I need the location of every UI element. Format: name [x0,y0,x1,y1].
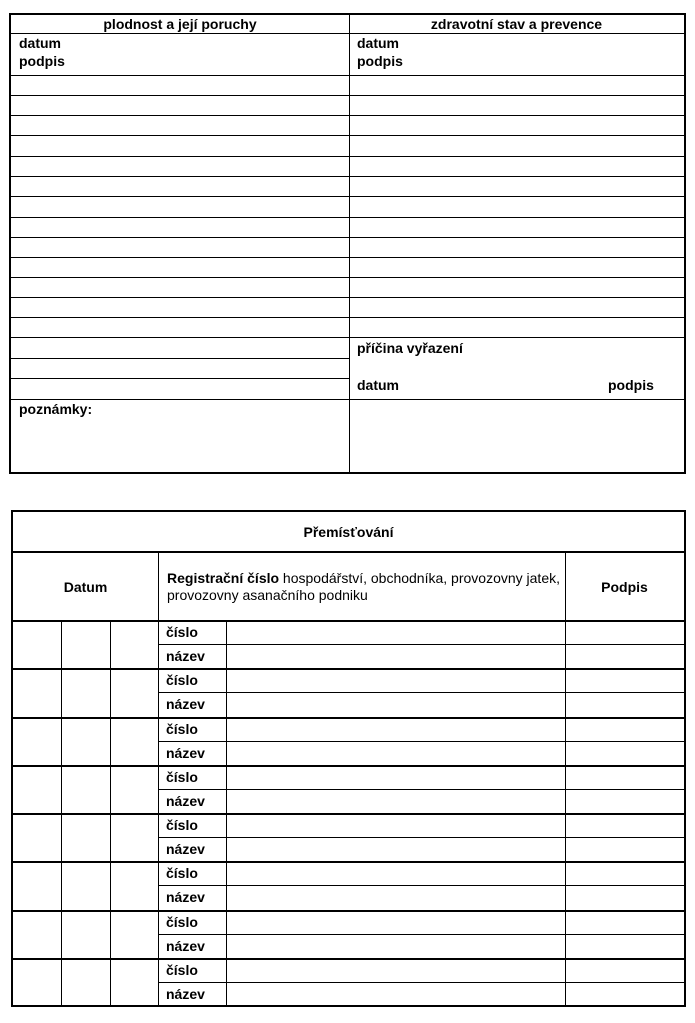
health-entry-line[interactable] [349,317,684,318]
fertility-entry-line[interactable] [11,257,349,258]
date-column-header: Datum [63,579,108,595]
registration-number-label: číslo [166,768,198,785]
registration-number-label: číslo [166,913,198,930]
row-mid-line [158,692,684,693]
fertility-entry-line[interactable] [11,156,349,157]
row-mid-line [158,934,684,935]
fertility-entry-line[interactable] [11,115,349,116]
registration-name-label: název [166,841,205,857]
fertility-entry-line[interactable] [11,95,349,96]
fertility-signature-label: podpis [19,53,65,69]
health-entry-line[interactable] [349,337,684,338]
health-entry-line[interactable] [349,277,684,278]
fertility-date-label: datum [19,35,61,51]
row-separator [13,813,684,815]
fertility-entry-line[interactable] [11,358,349,359]
row-separator [13,910,684,912]
health-entry-line[interactable] [349,237,684,238]
row-separator [13,958,684,960]
registration-description: hospodářství, obchodníka, provozovny jatek, provozovny asanačního podniku [167,570,560,603]
health-entry-line[interactable] [349,176,684,177]
registration-name-label: název [166,937,205,954]
row-separator [13,668,684,670]
fertility-entry-line[interactable] [11,135,349,136]
health-entry-line[interactable] [349,196,684,197]
registration-column-header [167,570,562,604]
transfers-title: Přemísťování [303,524,394,540]
fertility-header: plodnost a její poruchy [11,15,349,34]
health-entry-line[interactable] [349,156,684,157]
fertility-entry-line[interactable] [11,277,349,278]
transfers-table [11,510,686,1007]
registration-number-label: číslo [166,817,198,833]
registration-name-label: název [166,744,205,761]
row-mid-line [158,982,684,983]
health-entry-line[interactable] [349,257,684,258]
health-date-label: datum [357,35,399,51]
registration-name-label: název [166,648,205,664]
fertility-entry-line[interactable] [11,297,349,298]
registration-name-label: název [166,696,205,713]
health-header: zdravotní stav a prevence [349,15,684,34]
registration-number-label: číslo [166,672,198,689]
fertility-entry-line[interactable] [11,176,349,177]
health-entry-line[interactable] [349,75,684,76]
fertility-entry-line[interactable] [11,317,349,318]
notes-divider [11,399,684,400]
fertility-entry-line[interactable] [11,217,349,218]
notes-label: poznámky: [19,401,93,417]
health-entry-line[interactable] [349,297,684,298]
header-bottom-line [13,620,684,622]
exclusion-date-label: datum [357,377,399,393]
signature-column-header: Podpis [601,579,648,595]
health-entry-line[interactable] [349,115,684,116]
registration-number-label: číslo [166,720,198,737]
header-divider-left [158,552,159,620]
health-record-form [9,13,686,474]
registration-name-label: název [166,889,205,906]
health-entry-line[interactable] [349,135,684,136]
fertility-entry-line[interactable] [11,237,349,238]
registration-number-label: číslo [166,624,198,640]
fertility-entry-line[interactable] [11,337,349,338]
row-separator [13,861,684,863]
column-divider [349,15,350,472]
registration-name-label: název [166,792,205,809]
row-separator [13,765,684,767]
registration-name-label: název [166,985,205,1002]
row-mid-line [158,741,684,742]
health-entry-line[interactable] [349,95,684,96]
row-mid-line [158,789,684,790]
registration-number-label: číslo [166,961,198,978]
fertility-entry-line[interactable] [11,378,349,379]
registration-number-heading: Registrační číslo [167,570,280,586]
registration-number-label: číslo [166,865,198,882]
exclusion-reason-label: příčina vyřazení [357,340,463,356]
row-mid-line [158,885,684,886]
fertility-entry-line[interactable] [11,75,349,76]
header-divider-right [565,552,566,620]
exclusion-signature-label: podpis [608,377,654,393]
row-mid-line [158,837,684,838]
health-signature-label: podpis [357,53,403,69]
fertility-entry-line[interactable] [11,196,349,197]
health-entry-line[interactable] [349,217,684,218]
row-separator [13,717,684,719]
row-mid-line [158,644,684,645]
